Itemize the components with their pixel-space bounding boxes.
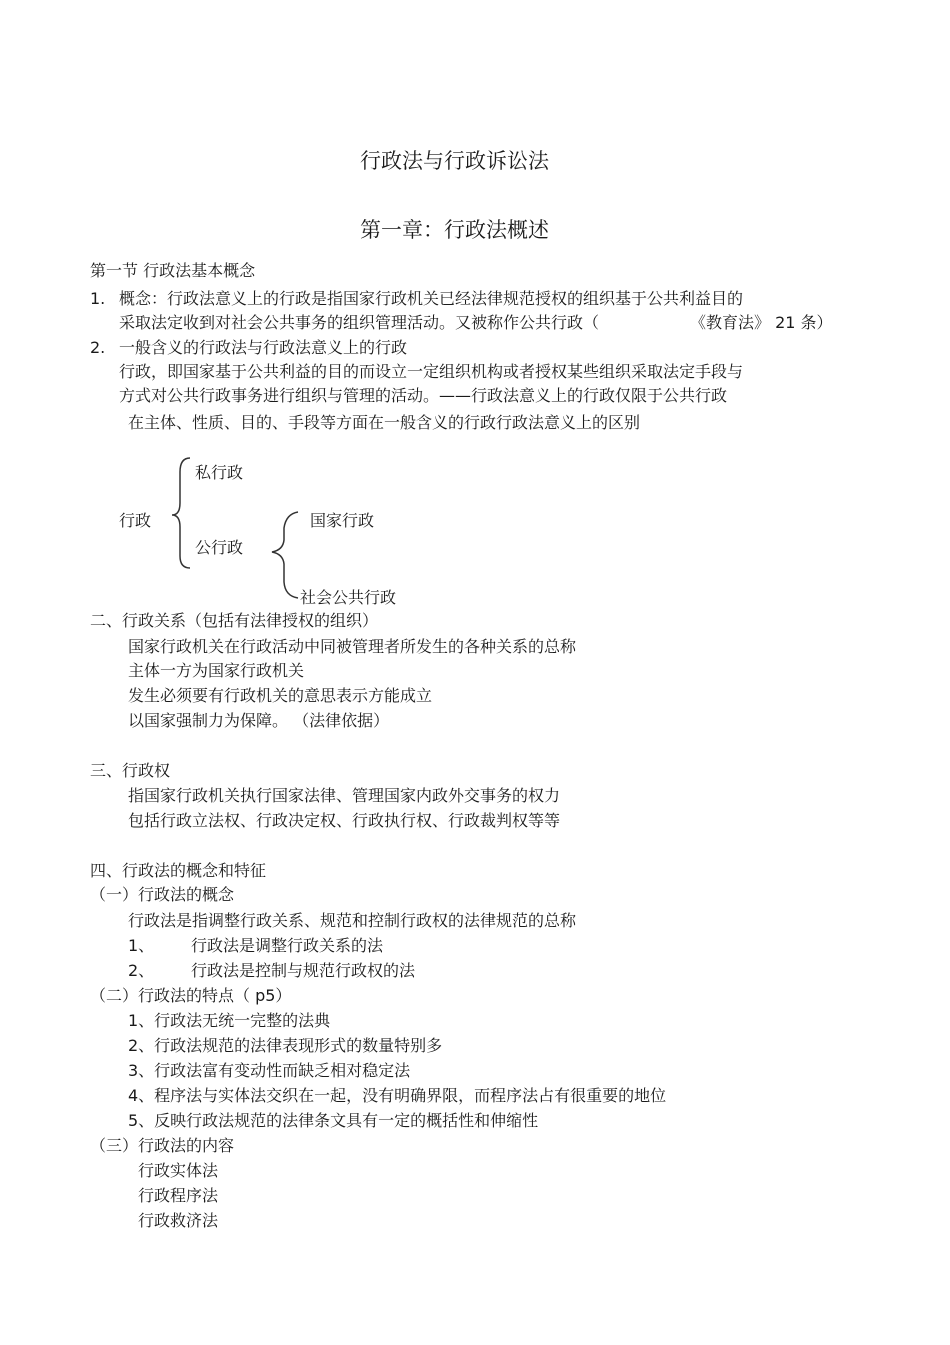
item-number: 2、 bbox=[128, 961, 155, 980]
list-item: 主体一方为国家行政机关 bbox=[128, 661, 305, 680]
list-item: 行政救济法 bbox=[138, 1211, 219, 1230]
chapter-heading: 第一章：行政法概述 bbox=[360, 218, 549, 242]
section-heading: 二、行政关系（包括有法律授权的组织） bbox=[90, 611, 379, 630]
list-item: 2、行政法规范的法律表现形式的数量特别多 bbox=[128, 1036, 443, 1055]
paragraph-reference: 《教育法》 21 条） bbox=[690, 313, 833, 332]
subsection-heading: （三）行政法的内容 bbox=[90, 1136, 235, 1155]
section-heading: 三、行政权 bbox=[90, 761, 171, 780]
list-item: 4、程序法与实体法交织在一起，没有明确界限，而程序法占有很重要的地位 bbox=[128, 1086, 667, 1105]
definition-text: 行政法是指调整行政关系、规范和控制行政权的法律规范的总称 bbox=[128, 911, 577, 930]
list-item: 5、反映行政法规范的法律条文具有一定的概括性和伸缩性 bbox=[128, 1111, 539, 1130]
document-title: 行政法与行政诉讼法 bbox=[360, 149, 549, 173]
section-heading: 四、行政法的概念和特征 bbox=[90, 861, 267, 880]
paragraph-line: 采取法定收到对社会公共事务的组织管理活动。又被称作公共行政（ bbox=[119, 313, 600, 332]
item-number: 1、 bbox=[128, 936, 155, 955]
subsection-heading: （二）行政法的特点（ p5） bbox=[90, 986, 292, 1005]
section-heading: 第一节 行政法基本概念 bbox=[90, 261, 256, 280]
list-item: 行政实体法 bbox=[138, 1161, 219, 1180]
list-item: 行政法是调整行政关系的法 bbox=[191, 936, 384, 955]
list-item: 行政法是控制与规范行政权的法 bbox=[191, 961, 416, 980]
paragraph-heading: 一般含义的行政法与行政法意义上的行政 bbox=[119, 338, 408, 357]
tree-root-label: 行政 bbox=[119, 511, 152, 530]
tree-node-state: 国家行政 bbox=[310, 511, 375, 530]
list-item: 指国家行政机关执行国家法律、管理国家内政外交事务的权力 bbox=[128, 786, 561, 805]
tree-node-private: 私行政 bbox=[195, 463, 244, 482]
item-number: 2. bbox=[90, 338, 106, 357]
list-item: 3、行政法富有变动性而缺乏相对稳定法 bbox=[128, 1061, 411, 1080]
list-item: 以国家强制力为保障。 （法律依据） bbox=[128, 711, 390, 730]
paragraph-line: 行政，即国家基于公共利益的目的而设立一定组织机构或者授权某些组织采取法定手段与 bbox=[119, 362, 744, 381]
list-item: 行政程序法 bbox=[138, 1186, 219, 1205]
subsection-heading: （一）行政法的概念 bbox=[90, 885, 235, 904]
paragraph-line: 在主体、性质、目的、手段等方面在一般含义的行政行政法意义上的区别 bbox=[128, 413, 641, 432]
paragraph-line: 概念：行政法意义上的行政是指国家行政机关已经法律规范授权的组织基于公共利益目的 bbox=[119, 289, 744, 308]
list-item: 发生必须要有行政机关的意思表示方能成立 bbox=[128, 686, 433, 705]
list-item: 包括行政立法权、行政决定权、行政执行权、行政裁判权等等 bbox=[128, 811, 561, 830]
list-item: 1、行政法无统一完整的法典 bbox=[128, 1011, 331, 1030]
tree-node-social: 社会公共行政 bbox=[300, 588, 397, 607]
item-number: 1. bbox=[90, 289, 106, 308]
paragraph-line: 方式对公共行政事务进行组织与管理的活动。——行政法意义上的行政仅限于公共行政 bbox=[119, 386, 728, 405]
list-item: 国家行政机关在行政活动中同被管理者所发生的各种关系的总称 bbox=[128, 637, 577, 656]
tree-node-public: 公行政 bbox=[195, 538, 244, 557]
